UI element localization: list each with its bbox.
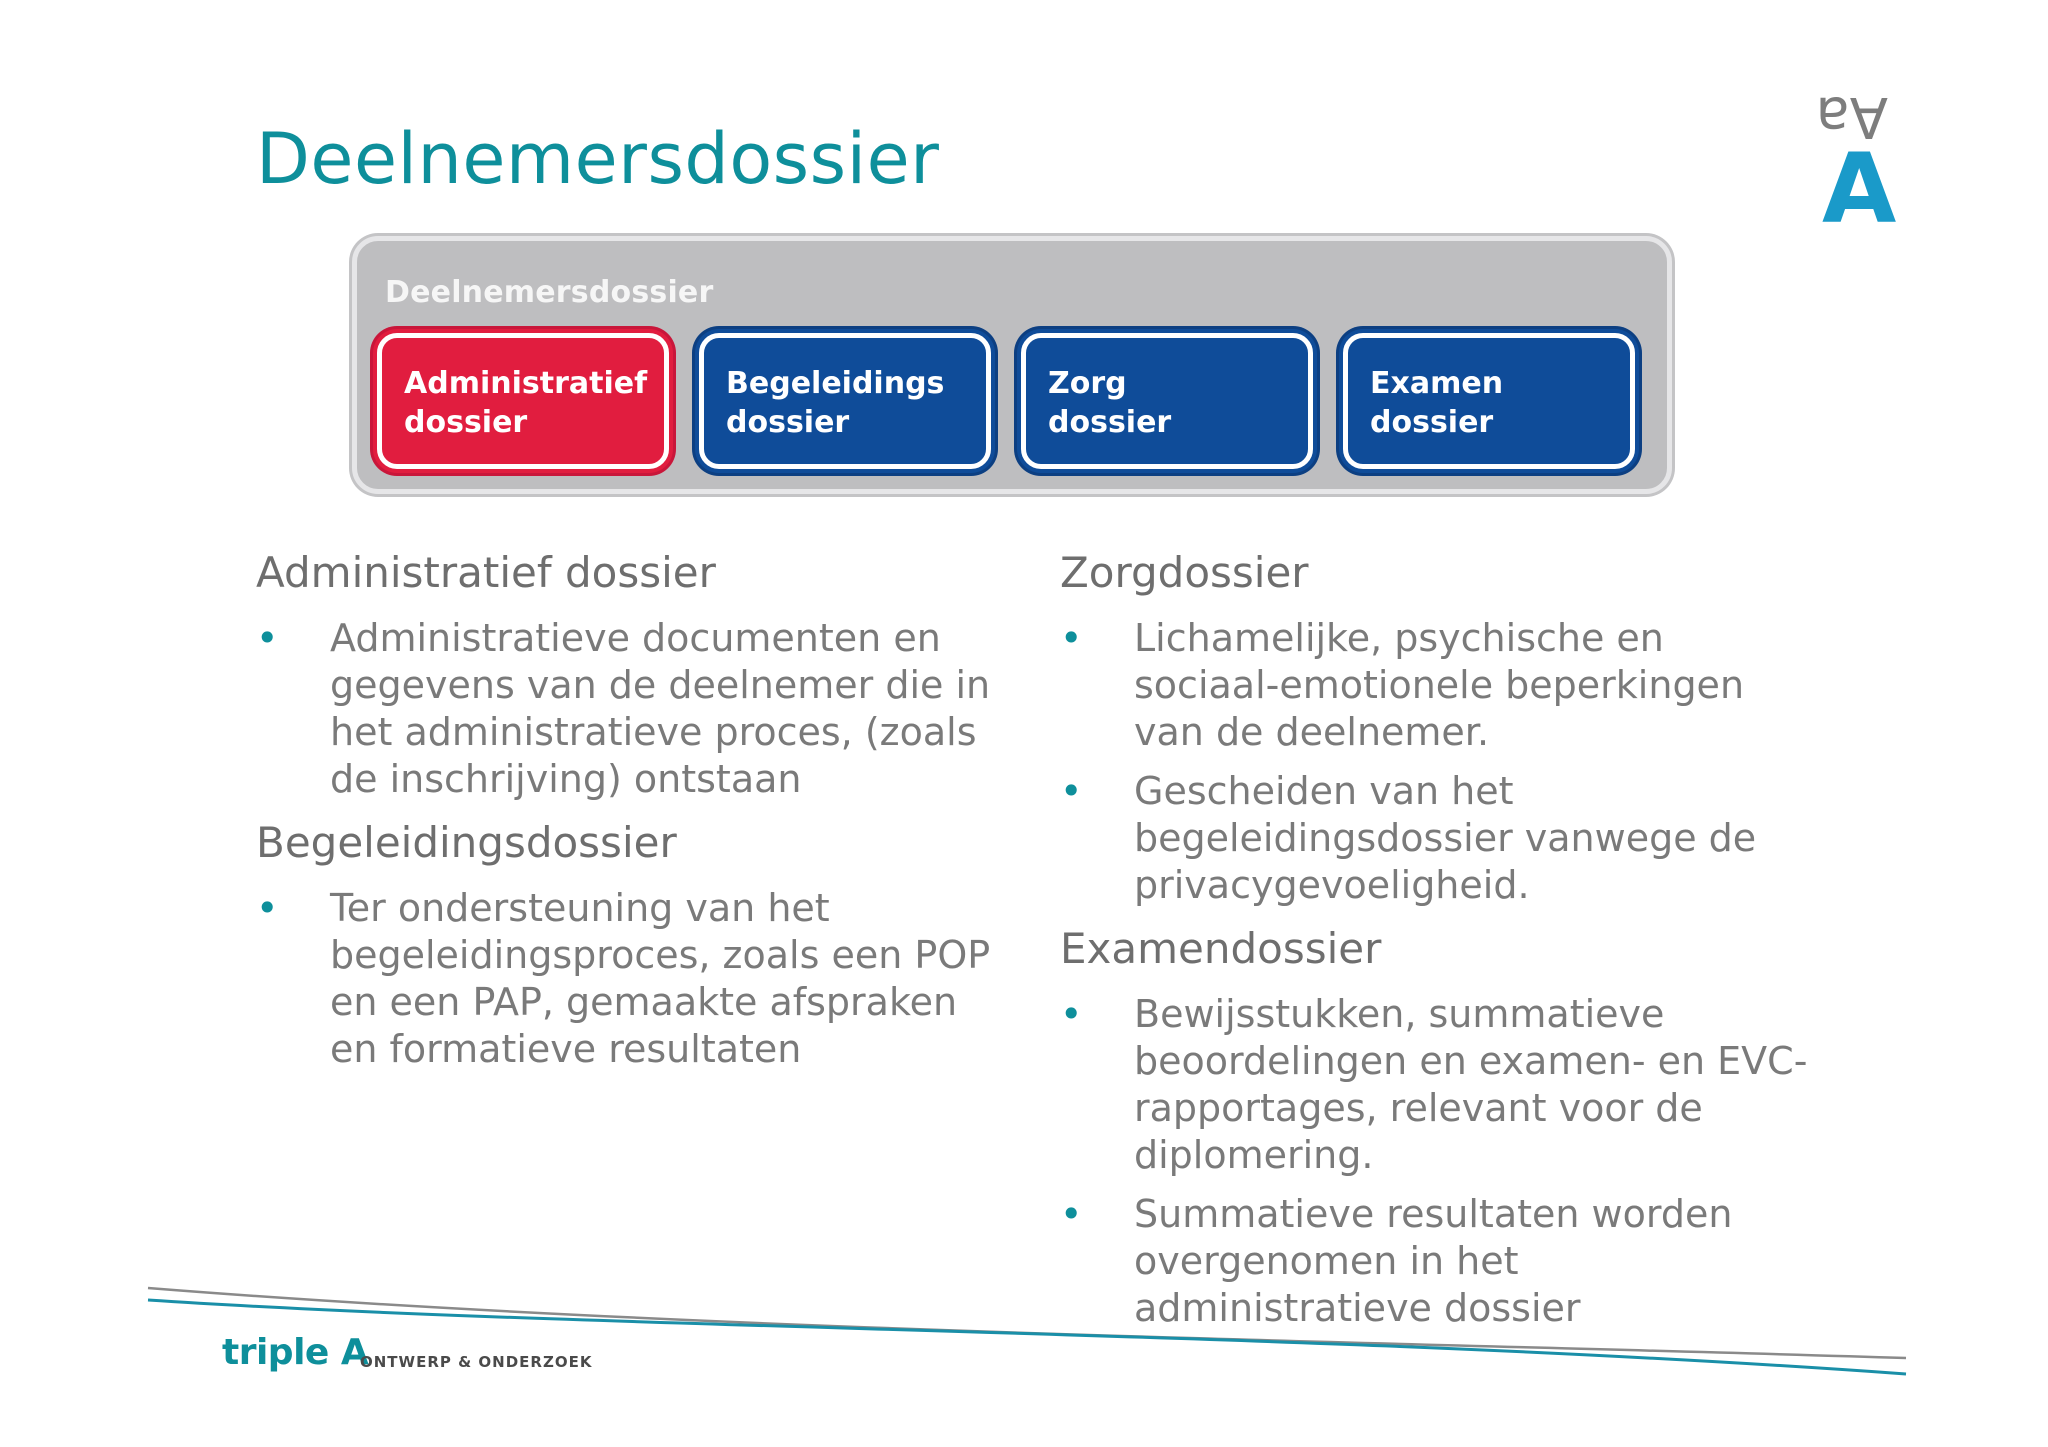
logo-letter: A (1822, 133, 1897, 245)
list-item-text: Administratieve documenten en gegevens van de deelnemer die in het administratieve proces, (zoals de inschrijving) ontstaan (330, 616, 991, 801)
footer-gray-line (148, 1288, 1906, 1358)
bullet-list (256, 615, 1016, 803)
bullet-icon: • (256, 616, 279, 660)
box-inner (377, 333, 669, 469)
section-heading-administratief: Administratief dossier (256, 548, 716, 597)
footer-brand-logo: triple A (222, 1332, 369, 1373)
box-label-line1: Examen (1370, 366, 1504, 401)
box-label-line1: Begeleidings (726, 366, 945, 401)
right-column (1060, 545, 1820, 1344)
logo (1780, 84, 1900, 245)
left-column (256, 545, 1016, 1085)
list-item-text: Gescheiden van het begeleidingsdossier vanwege de privacygevoeligheid. (1134, 769, 1757, 907)
box-label-line2: dossier (726, 405, 850, 440)
list-item (256, 885, 1016, 1073)
list-item (256, 615, 1016, 803)
bullet-icon: • (1060, 769, 1083, 813)
list-item (1060, 768, 1820, 909)
bullet-icon: • (1060, 1192, 1083, 1236)
list-item (1060, 615, 1820, 756)
box-inner (699, 333, 991, 469)
section-heading-zorg: Zorgdossier (1060, 548, 1309, 597)
section-heading-examen: Examendossier (1060, 924, 1382, 973)
administratief-dossier-box (373, 329, 673, 473)
footer-tagline: ONTWERP & ONDERZOEK (360, 1353, 593, 1371)
box-label-line2: dossier (1370, 405, 1494, 440)
section-heading-begeleidings: Begeleidingsdossier (256, 818, 677, 867)
list-item-text: Lichamelijke, psychische en sociaal-emotionele beperkingen van de deelnemer. (1134, 616, 1745, 754)
box-inner (1021, 333, 1313, 469)
bullet-list (256, 885, 1016, 1073)
list-item (1060, 991, 1820, 1179)
logo-flipped-letters: Aa (1815, 84, 1888, 149)
diagram-container-label: Deelnemersdossier (385, 275, 714, 310)
box-inner (1343, 333, 1635, 469)
page-title: Deelnemersdossier (256, 118, 940, 200)
bullet-icon: • (1060, 992, 1083, 1036)
box-label-line2: dossier (404, 405, 528, 440)
bullet-icon: • (1060, 616, 1083, 660)
bullet-list (1060, 615, 1820, 909)
box-label-line2: dossier (1048, 405, 1172, 440)
box-label-line1: Zorg (1048, 366, 1127, 401)
list-item-text: Summatieve resultaten worden overgenomen in het administratieve dossier (1134, 1192, 1733, 1330)
zorg-dossier-box (1017, 329, 1317, 473)
box-label-line1: Administratief (404, 366, 648, 401)
examen-dossier-box (1339, 329, 1639, 473)
bullet-icon: • (256, 886, 279, 930)
list-item-text: Ter ondersteuning van het begeleidingsproces, zoals een POP en een PAP, gemaakte afspraken en formatieve resultaten (330, 886, 991, 1071)
list-item-text: Bewijsstukken, summatieve beoordelingen en examen- en EVC-rapportages, relevant voor de diplomering. (1134, 992, 1808, 1177)
begeleidings-dossier-box (695, 329, 995, 473)
dossier-diagram (352, 236, 1672, 494)
